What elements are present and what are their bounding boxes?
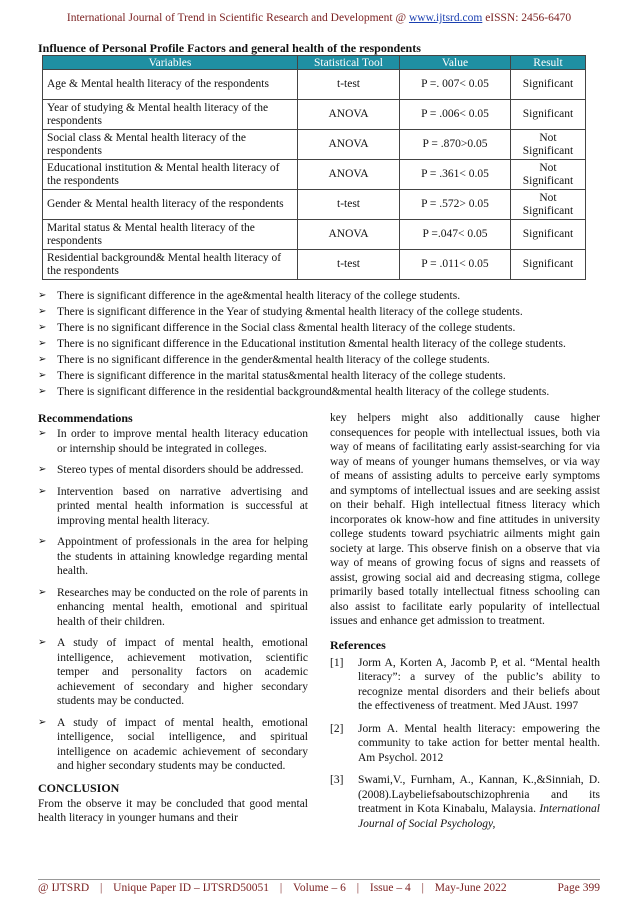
reference-number: [3] — [330, 774, 344, 786]
reference-number: [2] — [330, 722, 344, 735]
col-header-variables: Variables — [43, 56, 298, 70]
footer-journal: @ IJTSRD — [38, 882, 90, 894]
footer-volume: Volume – 6 — [293, 882, 346, 894]
cell-result: Significant — [511, 100, 586, 130]
arrow-bullet-icon: ➢ — [38, 370, 47, 381]
footer-issue: Issue – 4 — [369, 882, 411, 894]
left-column — [38, 411, 308, 826]
cell-tool: t-test — [298, 250, 400, 280]
cell-result: Not Significant — [511, 190, 586, 220]
reference-item — [330, 722, 600, 766]
cell-tool: t-test — [298, 70, 400, 100]
finding-item: ➢ There is significant difference in the marital status&mental health literacy of the college students. — [38, 370, 506, 382]
finding-item: ➢ There is no significant difference in the gender&mental health literacy of the college students. — [38, 354, 490, 366]
arrow-bullet-icon: ➢ — [38, 428, 47, 439]
table-row — [43, 100, 586, 130]
arrow-bullet-icon: ➢ — [38, 485, 47, 497]
finding-item: ➢ There is no significant difference in the Educational institution &mental health literacy of the college students. — [38, 338, 566, 350]
footer-date: May-June 2022 — [434, 882, 507, 894]
cell-variable: Marital status & Mental health literacy of the respondents — [43, 220, 298, 250]
arrow-bullet-icon: ➢ — [38, 536, 47, 547]
cell-tool: ANOVA — [298, 160, 400, 190]
finding-item: ➢ There is significant difference in the Year of studying &mental health literacy of the college students. — [38, 306, 523, 318]
arrow-bullet-icon: ➢ — [38, 386, 47, 397]
reference-journal: International Journal of Social Psychology, — [358, 803, 601, 830]
cell-result: Significant — [511, 220, 586, 250]
cell-result: Not Significant — [511, 130, 586, 160]
table-row — [43, 160, 586, 190]
cell-tool: ANOVA — [298, 220, 400, 250]
journal-url-link[interactable]: www.ijtsrd.com — [408, 12, 483, 24]
cell-result: Not Significant — [511, 160, 586, 190]
reference-text: Jorm A, Korten A, Jacomb P, et al. “Mental health literacy”: a survey of the public’s ability to recognize mental disorders and their beliefs about the effectiveness of treatment. Med JAust. 1997 — [358, 656, 600, 712]
table-row — [43, 70, 586, 100]
header-prefix: International Journal of Trend in Scientific Research and Development @ — [66, 12, 407, 24]
col-header-value: Value — [400, 56, 511, 70]
reference-item — [330, 773, 600, 831]
recommendation-item: ➢ Researches may be conducted on the role of parents in enhancing mental health, emotional and spiritual health of their children. — [38, 586, 308, 628]
cell-variable: Gender & Mental health literacy of the respondents — [43, 190, 298, 220]
cell-value: P = .006< 0.05 — [400, 100, 511, 130]
cell-variable: Residential background& Mental health literacy of the respondents — [43, 250, 298, 280]
arrow-bullet-icon: ➢ — [38, 716, 47, 728]
table-row — [43, 190, 586, 220]
references-heading: References — [330, 637, 386, 652]
recommendation-item: ➢ A study of impact of mental health, emotional intelligence, social intelligence, and spiritual intelligence on academic achievement of secondary and higher secondary students may be conducted. — [38, 716, 308, 772]
header-issn: eISSN: 2456-6470 — [485, 12, 572, 24]
arrow-bullet-icon: ➢ — [38, 354, 47, 365]
journal-header — [0, 12, 638, 24]
right-column — [330, 411, 600, 839]
footer-paper-id: Unique Paper ID – IJTSRD50051 — [113, 882, 270, 894]
recommendations-heading: Recommendations — [38, 411, 133, 425]
arrow-bullet-icon: ➢ — [38, 464, 47, 475]
reference-item — [330, 656, 600, 714]
finding-item: ➢ There is significant difference in the age&mental health literacy of the college students. — [38, 290, 461, 302]
recommendation-item: ➢ In order to improve mental health literacy education or internship should be integrated in colleges. — [38, 428, 308, 455]
cell-value: P = .361< 0.05 — [400, 160, 511, 190]
cell-tool: t-test — [298, 190, 400, 220]
recommendation-item: ➢ Intervention based on narrative advertising and printed mental health information is successful at improving mental health literacy. — [38, 485, 308, 527]
table-row — [43, 130, 586, 160]
cell-value: P =.047< 0.05 — [400, 220, 511, 250]
col-header-result: Result — [511, 56, 586, 70]
reference-text: Swami,V., Furnham, A., Kannan, K.,&Sinniah, D.(2008).Laybeliefsaboutschizophrenia and its treatment in Kota Kinabalu, Malaysia. — [358, 774, 600, 815]
reference-number: [1] — [330, 656, 344, 669]
table-row — [43, 220, 586, 250]
arrow-bullet-icon: ➢ — [38, 338, 47, 349]
cell-value: P = .572> 0.05 — [400, 190, 511, 220]
recommendation-item: ➢ Stereo types of mental disorders should be addressed. — [38, 464, 304, 476]
finding-item: ➢ There is significant difference in the residential background&mental health literacy of the college students. — [38, 386, 550, 398]
arrow-bullet-icon: ➢ — [38, 290, 47, 301]
cell-tool: ANOVA — [298, 100, 400, 130]
arrow-bullet-icon: ➢ — [38, 586, 47, 598]
table-row — [43, 250, 586, 280]
cell-variable: Age & Mental health literacy of the respondents — [43, 70, 298, 100]
arrow-bullet-icon: ➢ — [38, 637, 47, 648]
col-header-tool: Statistical Tool — [298, 56, 400, 70]
table-header-row — [43, 56, 586, 70]
arrow-bullet-icon: ➢ — [38, 322, 47, 333]
cell-variable: Year of studying & Mental health literacy of the respondents — [43, 100, 298, 130]
table-title: Influence of Personal Profile Factors and general health of the respondents — [38, 41, 421, 55]
reference-text: Jorm A. Mental health literacy: empowering the community to take action for better mental health. Am Psychol. 2012 — [358, 722, 600, 764]
cell-variable: Educational institution & Mental health literacy of the respondents — [43, 160, 298, 190]
cell-result: Significant — [511, 250, 586, 280]
conclusion-text-right: key helpers might also additionally cause higher consequences for people with intellectual issues, both via way of means of facilitating early assist-searching for via way of means of younger humans themselves, or via way of means of assisting adults to perceive early symptoms and symptoms of intellectual issues and are seeking assist on their behalf. High intellectual fitness literacy which incorporates ok know-how and fine attitudes in university college students toward psychiatric ailments might gain society at large. This observe finish on a observe that via way of means of growing focus of signs and reassets of assist, growing social aid and decreasing stigma, college primarily based totally intellectual fitness schooling can also assist to facilitate early popularity of intellectual issues and enhance get admission to treatment. — [330, 412, 600, 627]
conclusion-heading: CONCLUSION — [38, 780, 120, 795]
recommendation-item: ➢ A study of impact of mental health, emotional intelligence, achievement motivation, scientific temper and personality factors on academic achievement of secondary and higher secondary students may be conducted. — [38, 637, 308, 707]
cell-tool: ANOVA — [298, 130, 400, 160]
page-footer: @ IJTSRD | Unique Paper ID – IJTSRD50051 | Volume – 6 | Issue – 4 | May-June 2022 Page 399 — [38, 879, 600, 898]
finding-item: ➢ There is no significant difference in the Social class &mental health literacy of the college students. — [38, 322, 516, 334]
recommendation-item: ➢ Appointment of professionals in the area for helping the students in attaining knowledge regarding mental health. — [38, 536, 308, 577]
cell-result: Significant — [511, 70, 586, 100]
conclusion-text-left: From the observe it may be concluded that good mental health literacy in younger humans and their — [38, 797, 308, 824]
results-table — [42, 55, 586, 280]
arrow-bullet-icon: ➢ — [38, 306, 47, 317]
cell-value: P = .870>0.05 — [400, 130, 511, 160]
cell-value: P =. 007< 0.05 — [400, 70, 511, 100]
footer-page: Page 399 — [557, 882, 600, 894]
cell-value: P = .011< 0.05 — [400, 250, 511, 280]
findings-list — [38, 289, 600, 401]
cell-variable: Social class & Mental health literacy of the respondents — [43, 130, 298, 160]
